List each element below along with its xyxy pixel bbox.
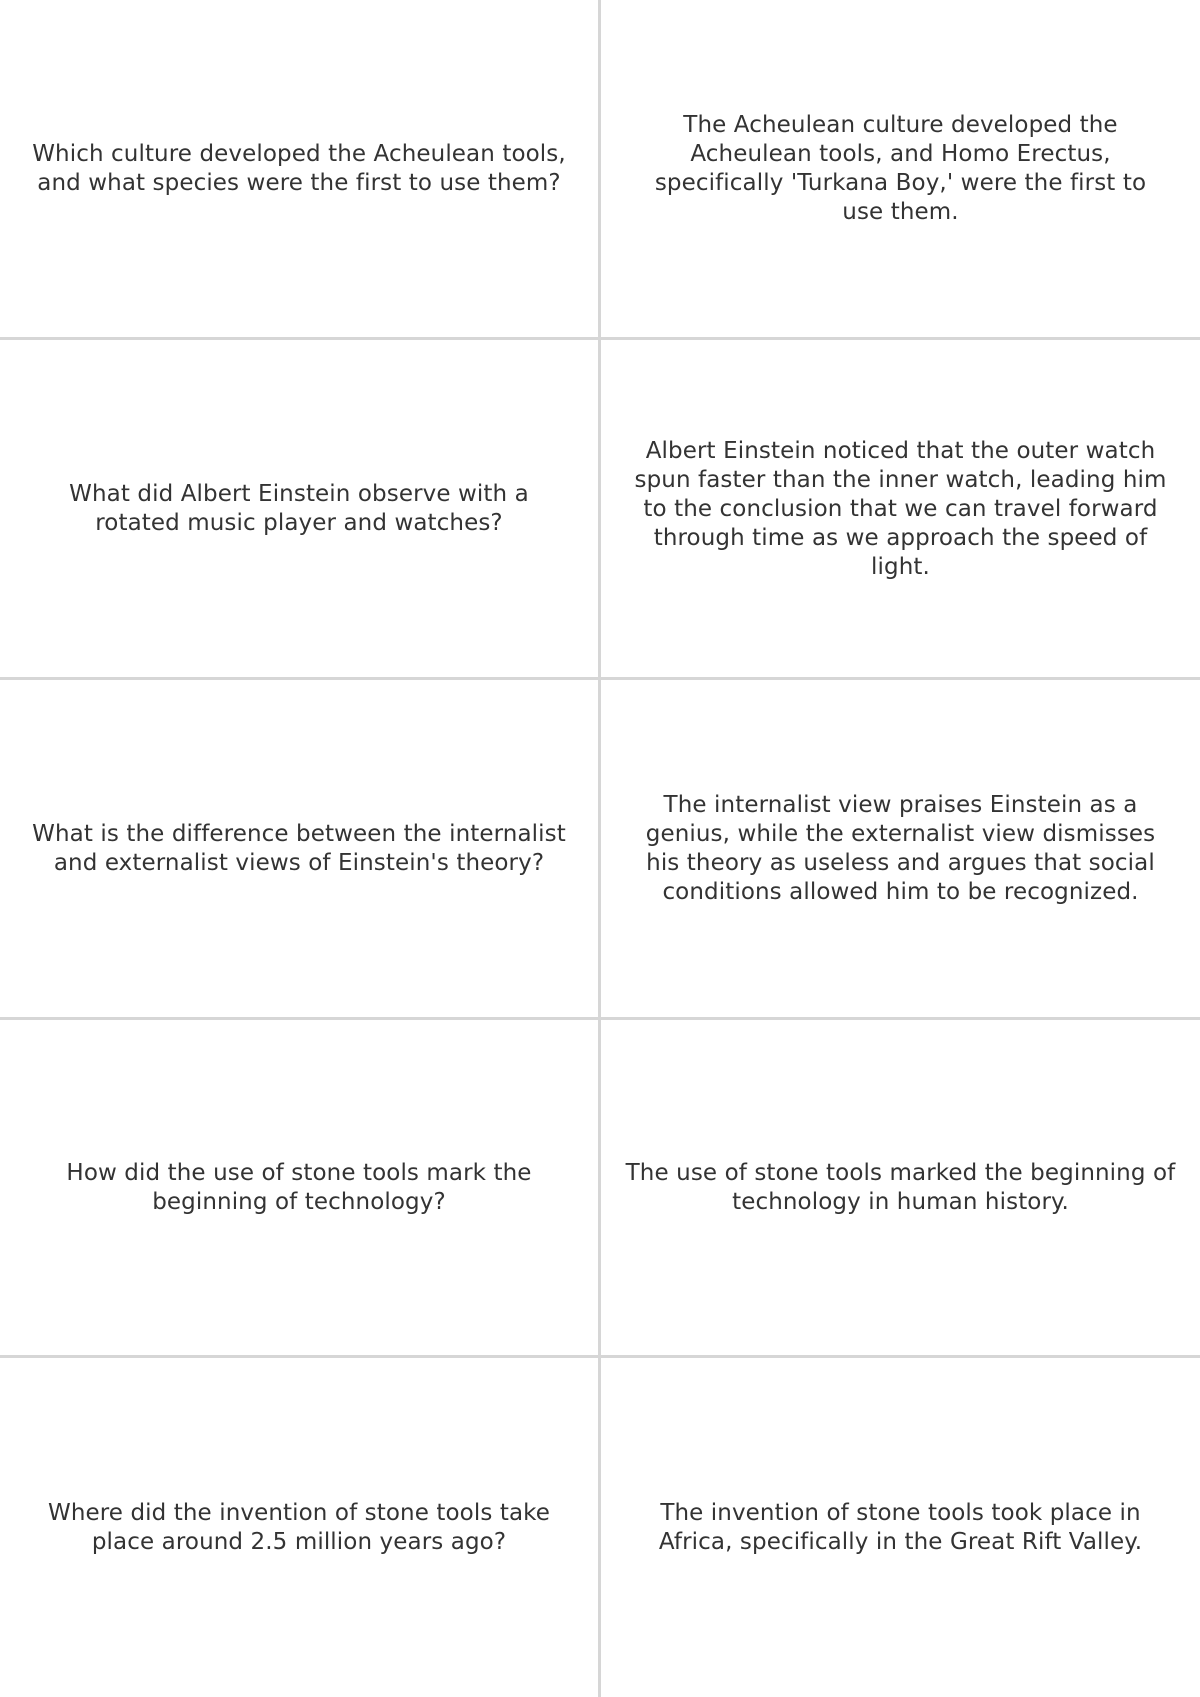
flashcard-answer	[601, 340, 1200, 678]
flashcard-question	[0, 0, 598, 338]
flashcard-answer	[601, 1358, 1200, 1697]
answer-text: Albert Einstein noticed that the outer watch spun faster than the inner watch, leading him to the conclusion that we can travel forward through time as we approach the speed of light.	[634, 437, 1167, 580]
flashcard-question	[0, 680, 598, 1018]
question-text: Which culture developed the Acheulean tools, and what species were the first to use them?	[32, 141, 566, 196]
flashcard-answer	[601, 680, 1200, 1018]
flashcard-question	[0, 1358, 598, 1697]
flashcard-answer	[601, 1020, 1200, 1356]
question-text: What did Albert Einstein observe with a rotated music player and watches?	[69, 481, 529, 536]
flashcard-question	[0, 1020, 598, 1356]
answer-text: The Acheulean culture developed the Acheulean tools, and Homo Erectus, specifically 'Turkana Boy,' were the first to use them.	[654, 112, 1147, 225]
question-text: What is the difference between the internalist and externalist views of Einstein's theory?	[32, 821, 566, 876]
flashcard-answer	[601, 0, 1200, 338]
question-text: How did the use of stone tools mark the beginning of technology?	[66, 1160, 532, 1215]
answer-text: The invention of stone tools took place in Africa, specifically in the Great Rift Valley.	[658, 1499, 1143, 1555]
answer-text: The internalist view praises Einstein as a genius, while the externalist view dismisses his theory as useless and argues that social conditions allowed him to be recognized.	[645, 792, 1156, 905]
answer-text: The use of stone tools marked the beginning of technology in human history.	[625, 1160, 1176, 1215]
flashcard-question	[0, 340, 598, 678]
question-text: Where did the invention of stone tools take place around 2.5 million years ago?	[47, 1499, 550, 1555]
